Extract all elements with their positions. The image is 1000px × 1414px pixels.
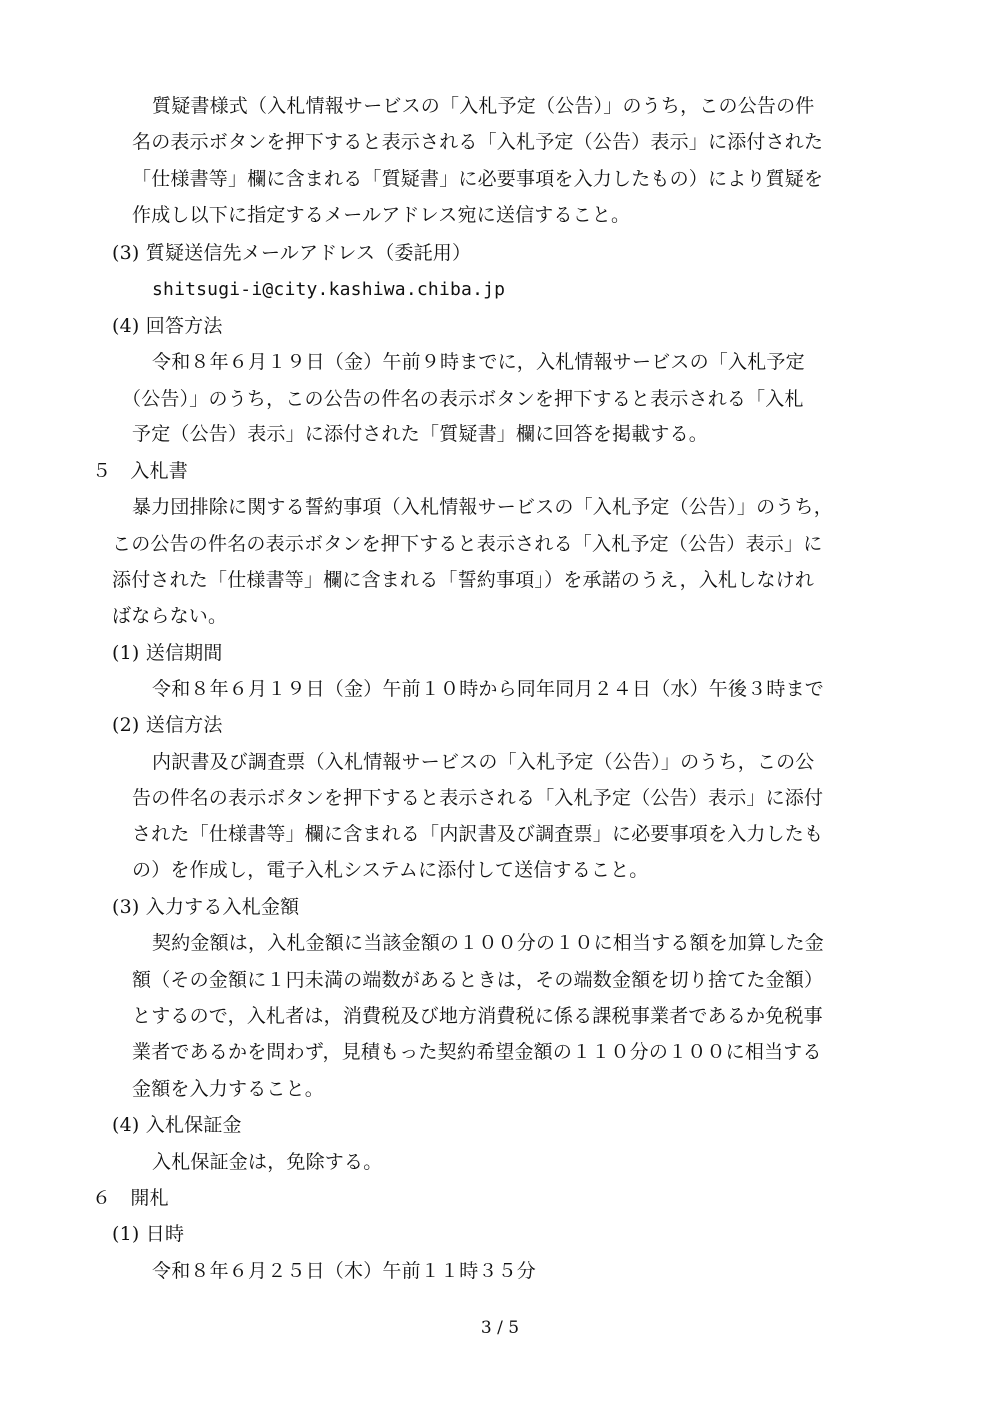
paragraph-line: された「仕様書等」欄に含まれる「内訳書及び調査票」に必要事項を入力したも <box>132 823 824 845</box>
paragraph-line: 額（その金額に１円未満の端数があるときは，その端数金額を切り捨てた金額） <box>132 969 824 991</box>
subsection-heading: (3) 入力する入札金額 <box>112 896 300 918</box>
paragraph-line: （公告）」のうち，この公告の件名の表示ボタンを押下すると表示される「入札 <box>122 388 804 410</box>
paragraph-line: とするので，入札者は，消費税及び地方消費税に係る課税事業者であるか免税事 <box>132 1005 823 1027</box>
paragraph-line: 入札保証金は，免除する。 <box>152 1151 383 1173</box>
paragraph-line: 契約金額は，入札金額に当該金額の１００分の１０に相当する額を加算した金 <box>152 932 825 954</box>
paragraph-line: この公告の件名の表示ボタンを押下すると表示される「入札予定（公告）表示」に <box>112 533 823 555</box>
section-heading: ６ 開札 <box>92 1187 169 1209</box>
paragraph-line: 予定（公告）表示」に添付された「質疑書」欄に回答を掲載する。 <box>132 423 709 445</box>
paragraph-line: 令和８年６月２５日（木）午前１１時３５分 <box>152 1260 537 1282</box>
paragraph-line: 告の件名の表示ボタンを押下すると表示される「入札予定（公告）表示」に添付 <box>132 787 824 809</box>
paragraph-line: 名の表示ボタンを押下すると表示される「入札予定（公告）表示」に添付された <box>132 131 824 153</box>
paragraph-line: 暴力団排除に関する誓約事項（入札情報サービスの「入札予定（公告）」のうち， <box>132 496 833 518</box>
paragraph-line: 令和８年６月１９日（金）午前９時までに，入札情報サービスの「入札予定 <box>152 351 805 373</box>
subsection-heading: (1) 日時 <box>112 1223 185 1245</box>
paragraph-line: 質疑書様式（入札情報サービスの「入札予定（公告）」のうち，この公告の件 <box>152 95 815 117</box>
paragraph-line: ばならない。 <box>112 605 228 627</box>
subsection-heading: (3) 質疑送信先メールアドレス（委託用） <box>112 242 472 264</box>
paragraph-line: 金額を入力すること。 <box>132 1078 325 1100</box>
email-address: shitsugi-i@city.kashiwa.chiba.jp <box>152 279 506 300</box>
paragraph-line: 業者であるかを問わず，見積もった契約希望金額の１１０分の１００に相当する <box>132 1041 822 1063</box>
subsection-heading: (2) 送信方法 <box>112 714 223 736</box>
paragraph-line: 内訳書及び調査票（入札情報サービスの「入札予定（公告）」のうち，この公 <box>152 751 815 773</box>
section-heading: ５ 入札書 <box>92 460 189 482</box>
paragraph-line: の）を作成し，電子入札システムに添付して送信すること。 <box>132 859 649 881</box>
page-number: 3 / 5 <box>480 1318 520 1338</box>
paragraph-line: 「仕様書等」欄に含まれる「質疑書」に必要事項を入力したもの）により質疑を <box>132 168 824 190</box>
paragraph-line: 添付された「仕様書等」欄に含まれる「誓約事項」）を承諾のうえ，入札しなけれ <box>112 569 815 591</box>
subsection-heading: (1) 送信期間 <box>112 642 223 664</box>
paragraph-line: 作成し以下に指定するメールアドレス宛に送信すること。 <box>132 204 631 226</box>
paragraph-line: 令和８年６月１９日（金）午前１０時から同年同月２４日（水）午後３時まで <box>152 678 825 700</box>
subsection-heading: (4) 回答方法 <box>112 315 223 337</box>
subsection-heading: (4) 入札保証金 <box>112 1114 242 1136</box>
